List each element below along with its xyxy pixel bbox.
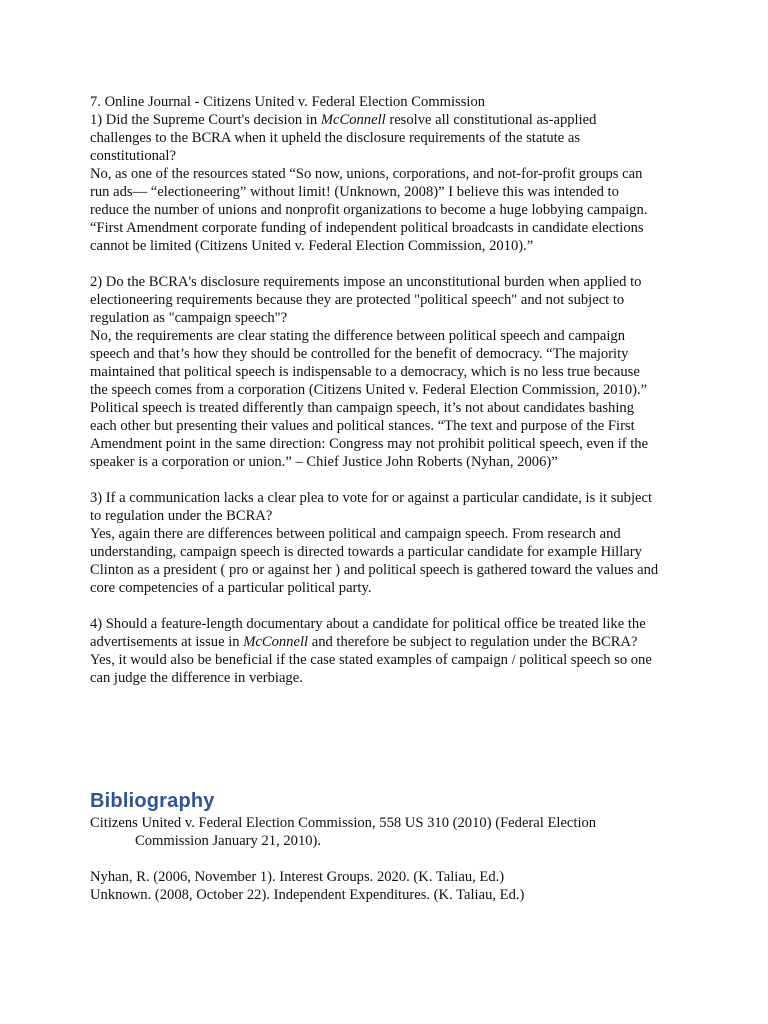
q4-case-name: McConnell <box>243 634 309 650</box>
q2-answer-line-7: Amendment point in the same direction: Congress may not prohibit political speech, even if the <box>90 436 649 452</box>
q2-answer-line-3: maintained that political speech is indispensable to a democracy, which is no less true because <box>90 364 640 380</box>
journal-title: 7. Online Journal - Citizens United v. Federal Election Commission <box>90 94 486 110</box>
q3-answer-line-3: Clinton as a president ( pro or against her ) and political speech is gathered toward the values and <box>90 562 659 578</box>
paragraph-gap <box>90 597 690 615</box>
q3-question-line-2: to regulation under the BCRA? <box>90 508 273 524</box>
bibliography-entry-2: Nyhan, R. (2006, November 1). Interest Groups. 2020. (K. Taliau, Ed.) <box>90 869 505 885</box>
paragraph-gap <box>90 850 690 868</box>
q2-answer-line-8: speaker is a corporation or union.” – Chief Justice John Roberts (Nyhan, 2006)” <box>90 454 558 470</box>
bibliography-entry-1-line-2: Commission January 21, 2010). <box>135 833 322 849</box>
q4-answer-line-2: can judge the difference in verbiage. <box>90 670 303 686</box>
q2-answer-line-6: each other but presenting their values and political stances. “The text and purpose of the First <box>90 418 635 434</box>
q2-answer-line-2: speech and that’s how they should be controlled for the benefit of democracy. “The majority <box>90 346 629 362</box>
q3-question-line-1: 3) If a communication lacks a clear plea to vote for or against a particular candidate, is it subject <box>90 490 653 506</box>
q4-question-line-1: 4) Should a feature-length documentary about a candidate for political office be treated like the <box>90 616 646 632</box>
q4-answer-line-1: Yes, it would also be beneficial if the case stated examples of campaign / political speech so one <box>90 652 652 668</box>
q1-answer-line-5: cannot be limited (Citizens United v. Federal Election Commission, 2010).” <box>90 238 534 254</box>
q2-question-line-3: regulation as "campaign speech"? <box>90 310 288 326</box>
q1-question-text: resolve all constitutional as-applied <box>385 112 597 128</box>
bibliography-entry-1-line-1: Citizens United v. Federal Election Commission, 558 US 310 (2010) (Federal Election <box>90 815 597 831</box>
q4-question-line-2 <box>90 633 690 651</box>
q4-question-text: advertisements at issue in <box>90 634 244 650</box>
q4-question-text: and therefore be subject to regulation under the BCRA? <box>308 634 638 650</box>
q1-question-line-1 <box>90 111 690 129</box>
bibliography-heading: Bibliography <box>90 790 215 812</box>
document-page <box>90 93 690 904</box>
q2-question-line-2: electioneering requirements because they are protected "political speech" and not subject to <box>90 292 625 308</box>
q1-case-name: McConnell <box>320 112 386 128</box>
section-gap <box>90 687 690 788</box>
q1-question-line-2: challenges to the BCRA when it upheld the disclosure requirements of the statute as <box>90 130 580 146</box>
bibliography-entry-3: Unknown. (2008, October 22). Independent Expenditures. (K. Taliau, Ed.) <box>90 887 525 903</box>
q1-answer-line-2: run ads— “electioneering” without limit! (Unknown, 2008)” I believe this was intended to <box>90 184 619 200</box>
q1-question-text: 1) Did the Supreme Court's decision in <box>90 112 321 128</box>
q1-answer-line-3: reduce the number of unions and nonprofit organizations to become a huge lobbying campaign. <box>90 202 648 218</box>
paragraph-gap <box>90 471 690 489</box>
paragraph-gap <box>90 255 690 273</box>
q3-answer-line-2: understanding, campaign speech is directed towards a particular candidate for example Hillary <box>90 544 642 560</box>
q2-question-line-1: 2) Do the BCRA's disclosure requirements impose an unconstitutional burden when applied to <box>90 274 642 290</box>
q2-answer-line-5: Political speech is treated differently than campaign speech, it’s not about candidates bashing <box>90 400 634 416</box>
q3-answer-line-4: core competencies of a particular political party. <box>90 580 372 596</box>
q2-answer-line-4: the speech comes from a corporation (Citizens United v. Federal Election Commission, 2010).” <box>90 382 648 398</box>
q1-answer-line-1: No, as one of the resources stated “So now, unions, corporations, and not-for-profit groups can <box>90 166 643 182</box>
q3-answer-line-1: Yes, again there are differences between political and campaign speech. From research and <box>90 526 621 542</box>
q2-answer-line-1: No, the requirements are clear stating the difference between political speech and campaign <box>90 328 626 344</box>
q1-answer-line-4: “First Amendment corporate funding of independent political broadcasts in candidate elections <box>90 220 644 236</box>
q1-question-line-3: constitutional? <box>90 148 176 164</box>
